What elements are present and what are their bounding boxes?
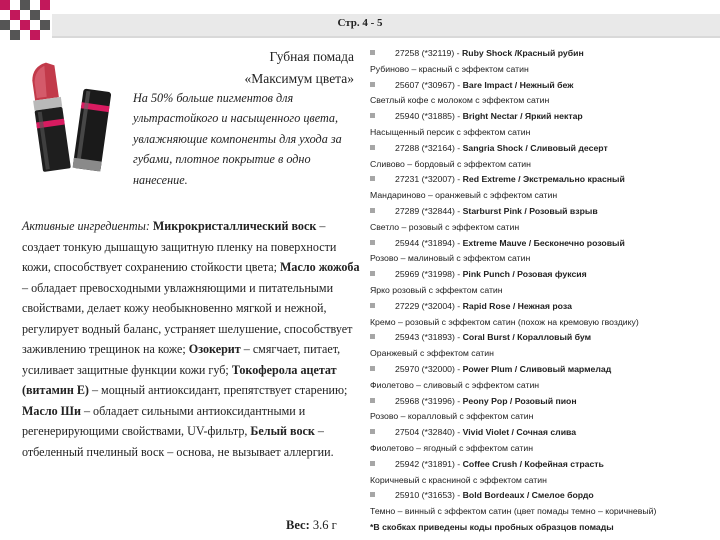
shade-name: Bare Impact / Нежный беж	[462, 79, 574, 90]
weight-label: Вес:	[286, 518, 310, 532]
shade-name: Extreme Mauve / Бесконечно розовый	[462, 237, 625, 248]
bullet-icon	[370, 398, 375, 403]
shade-name: Red Extreme / Экстремально красный	[462, 174, 625, 185]
shade-code: 27229 (*32004) -	[395, 300, 463, 311]
shade-description: Розово – коралловый с эффектом сатин	[370, 411, 534, 422]
shade-name: Sangria Shock / Сливовый десерт	[462, 142, 608, 153]
shade-code: 27504 (*32840) -	[395, 427, 463, 438]
shade-item	[370, 141, 720, 157]
shade-code: 25943 (*31893) -	[395, 332, 463, 343]
shade-name: Starburst Pink / Розовый взрыв	[462, 205, 598, 216]
shade-description: Фиолетово – ягодный с эффектом сатин	[370, 442, 534, 453]
ingredient-run: Масло жожоба	[280, 260, 360, 274]
ingredient-run: Активные ингредиенты:	[22, 219, 153, 233]
bullet-icon	[370, 176, 375, 181]
ingredient-run: – обладает превосходными увлажняющими и питательными свойствами, делает кожу необыкновенно мягкой и нежной, регулирует водный баланс, устраняет шелушение, способствует заживлению трещинок на коже;	[22, 280, 353, 356]
bullet-icon	[370, 271, 375, 276]
bullet-icon	[370, 82, 375, 87]
page-header	[0, 0, 720, 42]
product-title-line1: Губная помада	[269, 49, 354, 64]
shade-description: Розово – малиновый с эффектом сатин	[370, 253, 531, 264]
shade-name: Rapid Rose / Нежная роза	[462, 300, 572, 311]
bullet-icon	[370, 50, 375, 55]
bullet-icon	[370, 240, 375, 245]
shade-code: 25969 (*31998) -	[395, 269, 463, 280]
shade-description: Светлый кофе с молоком с эффектом сатин	[370, 95, 550, 106]
shade-item	[370, 109, 720, 125]
shade-code: 25942 (*31891) -	[395, 458, 463, 469]
shade-description: Ярко розовый с эффектом сатин	[370, 284, 503, 295]
bullet-icon	[370, 334, 375, 339]
shade-item	[370, 425, 720, 441]
shade-item	[370, 457, 720, 473]
bullet-icon	[370, 208, 375, 213]
shade-item	[370, 236, 720, 252]
shade-item	[370, 267, 720, 283]
shade-item	[370, 330, 720, 346]
ingredient-run: Микрокристаллический воск	[152, 219, 317, 233]
shade-description: Темно – винный с эффектом сатин (цвет помады темно – коричневый)	[370, 506, 657, 517]
shade-code: 25940 (*31885) -	[395, 111, 463, 122]
bullet-icon	[370, 366, 375, 371]
shade-description: Оранжевый с эффектом сатин	[370, 348, 494, 359]
shade-code: 25944 (*31894) -	[395, 237, 463, 248]
page-label: Стр. 4 - 5	[337, 17, 383, 29]
shade-name: Power Plum / Сливовый мармелад	[462, 363, 612, 374]
shade-description: Сливово – бордовый с эффектом сатин	[370, 158, 531, 169]
footnote: *В скобках приведены коды пробных образцов помады	[370, 521, 614, 532]
shade-description: Фиолетово – сливовый с эффектом сатин	[370, 379, 540, 390]
shade-code: 25970 (*32000) -	[395, 363, 463, 374]
shade-item	[370, 299, 720, 315]
ingredient-run: – мощный антиоксидант, препятствует старению;	[88, 383, 348, 397]
ingredient-run: – отбеленный пчелиный воск – основа, не вызывает аллергии.	[22, 424, 334, 459]
shade-item	[370, 46, 720, 62]
ingredient-run: – смягчает, питает, усиливает защитные функции кожи губ;	[22, 342, 341, 377]
shade-code: 27258 (*32119) -	[395, 48, 462, 58]
bullet-icon	[370, 303, 375, 308]
shade-description: Светло – розовый с эффектом сатин	[370, 221, 520, 232]
shade-item	[370, 204, 720, 220]
shade-item	[370, 362, 720, 378]
ingredient-run: – обладает сильными антиоксидантными и регенерирующими свойствами, UV-фильтр,	[22, 403, 306, 438]
shade-description: Насыщенный персик с эффектом сатин	[370, 126, 531, 137]
bullet-icon	[370, 429, 375, 434]
ingredient-run: Масло Ши	[22, 403, 81, 418]
lipstick-image	[26, 60, 116, 178]
shade-item	[370, 394, 720, 410]
shade-name: Bright Nectar / Яркий нектар	[462, 111, 583, 122]
bullet-icon	[370, 113, 375, 118]
shade-code: 25968 (*31996) -	[395, 395, 463, 406]
shade-code: 27288 (*32164) -	[395, 142, 463, 153]
shade-item	[370, 172, 720, 188]
shade-code: 27231 (*32007) -	[395, 174, 463, 185]
shade-item	[370, 488, 720, 504]
bullet-icon	[370, 492, 375, 497]
bullet-icon	[370, 461, 375, 466]
weight-value: 3.6 г	[312, 518, 337, 532]
product-title-line2: «Максимум цвета»	[244, 71, 354, 86]
shade-name: Ruby Shock /Красный рубин	[461, 48, 584, 58]
ingredient-run: – создает тонкую дышащую защитную пленку на поверхности кожи, способствует сохранению стойкости цвета;	[22, 219, 337, 274]
shade-list	[370, 46, 720, 536]
ingredient-run: Токоферола ацетат (витамин Е)	[22, 362, 337, 397]
product-subtitle: На 50% больше пигментов для ультрастойкого и насыщенного цвета, увлажняющие компоненты для ухода за губами, плотное покрытие в одно нанесение.	[133, 91, 342, 187]
bullet-icon	[370, 145, 375, 150]
ingredient-run: Озокерит	[188, 342, 241, 356]
shade-code: 25607 (*30967) -	[395, 79, 463, 90]
shade-description: Мандариново – оранжевый с эффектом сатин	[370, 190, 558, 201]
shade-name: Coffee Crush / Кофейная страсть	[462, 458, 604, 469]
shade-name: Vivid Violet / Сочная слива	[462, 427, 577, 438]
shade-name: Bold Bordeaux / Смелое бордо	[462, 490, 594, 501]
shade-description: Кремо – розовый с эффектом сатин (похож на кремовую гвоздику)	[370, 316, 639, 327]
ingredient-run: Белый воск	[250, 424, 315, 438]
shade-description: Коричневый с красниной с эффектом сатин	[370, 474, 547, 485]
ingredients-text	[22, 216, 360, 462]
product-weight	[286, 518, 337, 533]
shade-name: Coral Burst / Коралловый бум	[462, 332, 592, 343]
shade-name: Pink Punch / Розовая фуксия	[462, 269, 587, 280]
shade-item	[370, 78, 720, 94]
shade-name: Peony Pop / Розовый пион	[462, 395, 577, 406]
shade-code: 25910 (*31653) -	[395, 490, 463, 501]
shade-description: Рубиново – красный с эффектом сатин	[370, 63, 529, 74]
shade-code: 27289 (*32844) -	[395, 205, 463, 216]
